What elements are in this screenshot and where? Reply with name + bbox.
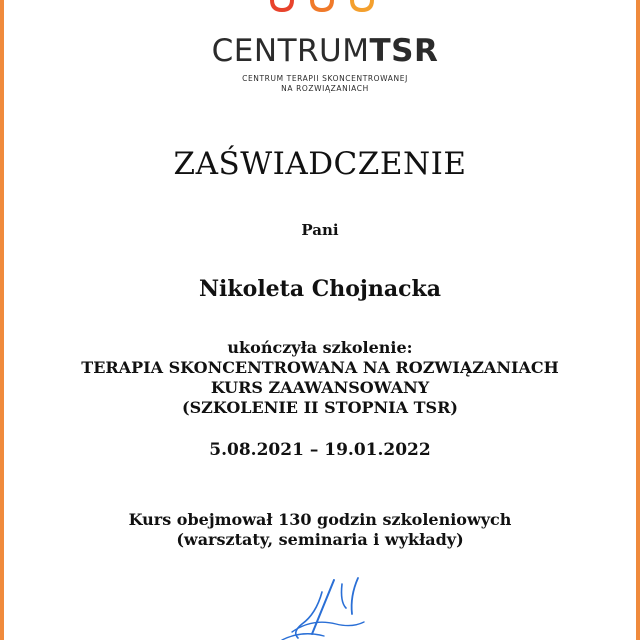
course-name-line1: TERAPIA SKONCENTROWANA NA ROZWIĄZANIACH (81, 358, 559, 377)
logo-subtitle-line1: CENTRUM TERAPII SKONCENTROWANEJ (242, 74, 408, 83)
signature-image (272, 574, 382, 640)
logo-subtitle-line2: NA ROZWIĄZANIACH (281, 84, 369, 93)
page-border-right (636, 0, 640, 640)
certificate-title: ZAŚWIADCZENIE (173, 146, 467, 182)
logo-mark-icon (266, 0, 384, 14)
course-name-line2: KURS ZAAWANSOWANY (210, 378, 430, 397)
course-name-line3: (SZKOLENIE II STOPNIA TSR) (182, 398, 458, 417)
logo-wordmark (194, 33, 456, 69)
centrum-tsr-logo (194, 0, 456, 100)
logo-name-light: CENTRUM (211, 33, 370, 69)
logo-name-bold: TSR (369, 33, 439, 69)
completed-label: ukończyła szkolenie: (227, 338, 413, 357)
hours-line2: (warsztaty, seminaria i wykłady) (176, 530, 464, 549)
recipient-name: Nikoleta Chojnacka (198, 276, 442, 302)
salutation: Pani (301, 221, 339, 239)
course-dates: 5.08.2021 – 19.01.2022 (209, 440, 431, 460)
hours-line1: Kurs obejmował 130 godzin szkoleniowych (128, 510, 512, 529)
certificate-page (4, 0, 636, 640)
